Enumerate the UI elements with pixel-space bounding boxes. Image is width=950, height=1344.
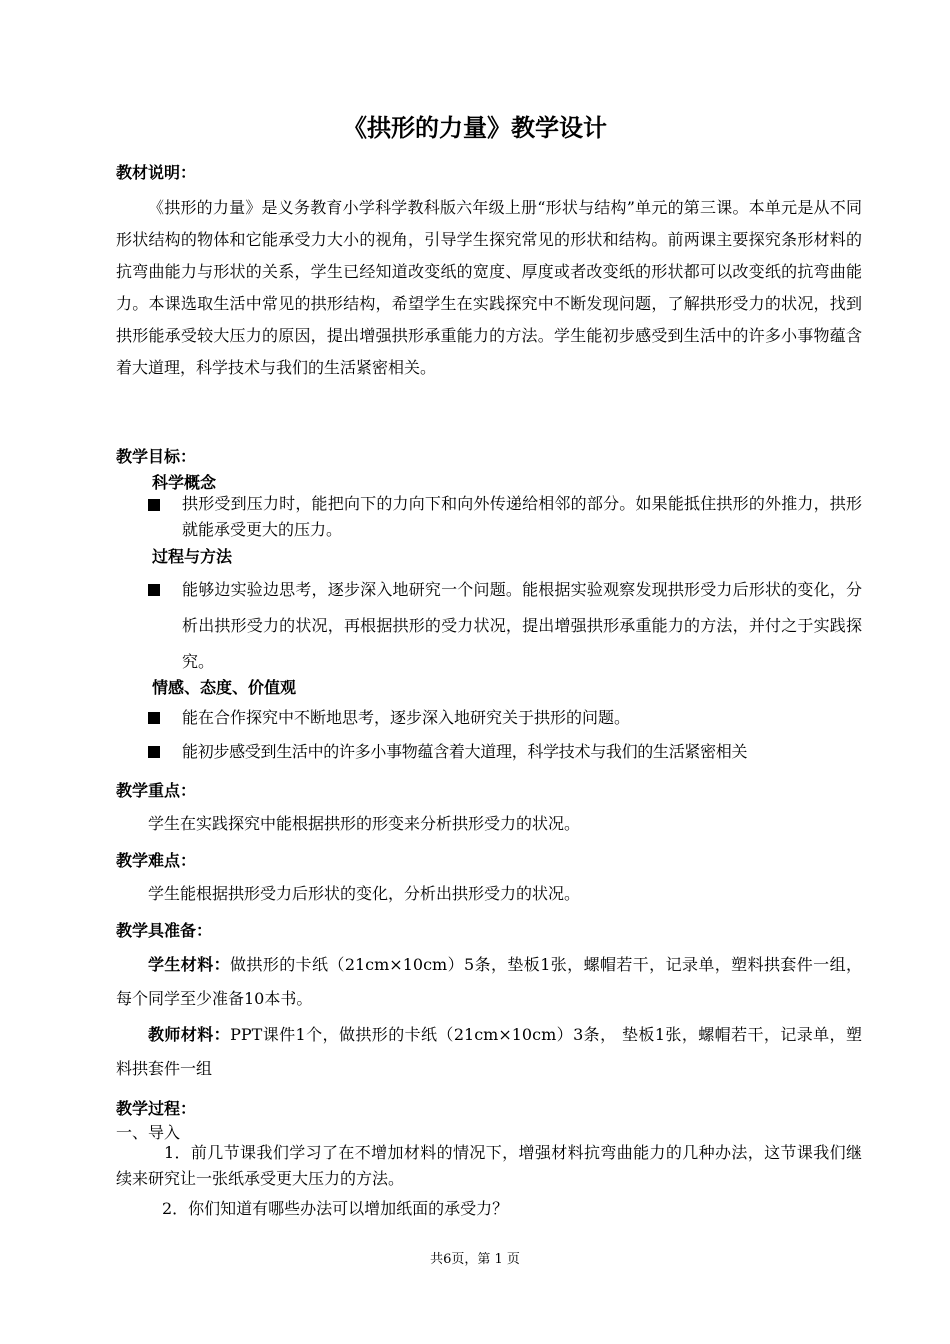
- student-materials-label: 学生材料：: [148, 955, 231, 974]
- difficulty-paragraph: 学生能根据拱形受力后形状的变化，分析出拱形受力的状况。: [148, 884, 581, 903]
- student-materials-text: 做拱形的卡纸（21cm×10cm）5条，垫板1张，螺帽若干，记录单，塑料拱套件一组，每个同学至少准备10本书。: [116, 955, 862, 1008]
- teacher-materials-paragraph: [116, 1018, 862, 1086]
- bullet-text: 能在合作探究中不断地思考，逐步深入地研究关于拱形的问题。: [182, 708, 631, 727]
- bullet-square-icon: [148, 746, 160, 758]
- process-item-2: 2．你们知道有哪些办法可以增加纸面的承受力？: [162, 1199, 509, 1218]
- subheading-concept: 科学概念: [152, 473, 217, 492]
- heading-difficulty: 教学难点：: [116, 851, 197, 870]
- process-part-1: 一、导入: [116, 1123, 181, 1142]
- subheading-process: 过程与方法: [152, 547, 233, 566]
- bullet-text: 能够边实验边思考，逐步深入地研究一个问题。能根据实验观察发现拱形受力后形状的变化，分析出拱形受力的状况，再根据拱形的受力状况，提出增强拱形承重能力的方法，并付之于实践探究。: [182, 580, 862, 671]
- heading-process: 教学过程：: [116, 1099, 197, 1118]
- heading-material: 教材说明：: [116, 163, 197, 182]
- key-point-paragraph: 学生在实践探究中能根据拱形的形变来分析拱形受力的状况。: [148, 814, 581, 833]
- bullet-values-2: [148, 740, 862, 764]
- bullet-concept: [148, 491, 862, 543]
- heading-preparation: 教学具准备：: [116, 921, 213, 940]
- teacher-materials-text: PPT课件1个，做拱形的卡纸（21cm×10cm）3条， 垫板1张，螺帽若干，记录单，塑料拱套件一组: [116, 1025, 862, 1078]
- bullet-text: 拱形受到压力时，能把向下的力向下和向外传递给相邻的部分。如果能抵住拱形的外推力，拱形就能承受更大的压力。: [182, 494, 862, 539]
- bullet-square-icon: [148, 584, 160, 596]
- teacher-materials-label: 教师材料：: [148, 1025, 231, 1044]
- heading-key-point: 教学重点：: [116, 781, 197, 800]
- bullet-values-1: [148, 706, 862, 730]
- bullet-square-icon: [148, 712, 160, 724]
- subheading-values: 情感、态度、价值观: [152, 678, 297, 697]
- page-footer: 共6页，第 1 页: [430, 1252, 520, 1267]
- material-paragraph: 《拱形的力量》是义务教育小学科学教科版六年级上册“形状与结构”单元的第三课。本单元是从不同形状结构的物体和它能承受力大小的视角，引导学生探究常见的形状和结构。前两课主要探究条形材料的抗弯曲能力与形状的关系，学生已经知道改变纸的宽度、厚度或者改变纸的形状都可以改变纸的抗弯曲能力。本课选取生活中常见的拱形结构，希望学生在实践探究中不断发现问题，了解拱形受力的状况，找到拱形能承受较大压力的原因，提出增强拱形承重能力的方法。学生能初步感受到生活中的许多小事物蕴含着大道理，科学技术与我们的生活紧密相关。: [116, 198, 862, 377]
- process-item-1: 1．前几节课我们学习了在不增加材料的情况下，增强材料抗弯曲能力的几种办法，这节课我们继续来研究让一张纸承受更大压力的方法。: [116, 1143, 862, 1188]
- student-materials-paragraph: [116, 948, 862, 1016]
- bullet-process: [148, 572, 862, 680]
- document-title: 《拱形的力量》教学设计: [343, 114, 607, 142]
- bullet-square-icon: [148, 499, 160, 511]
- heading-goals: 教学目标：: [116, 447, 197, 466]
- bullet-text: 能初步感受到生活中的许多小事物蕴含着大道理，科学技术与我们的生活紧密相关: [182, 742, 748, 761]
